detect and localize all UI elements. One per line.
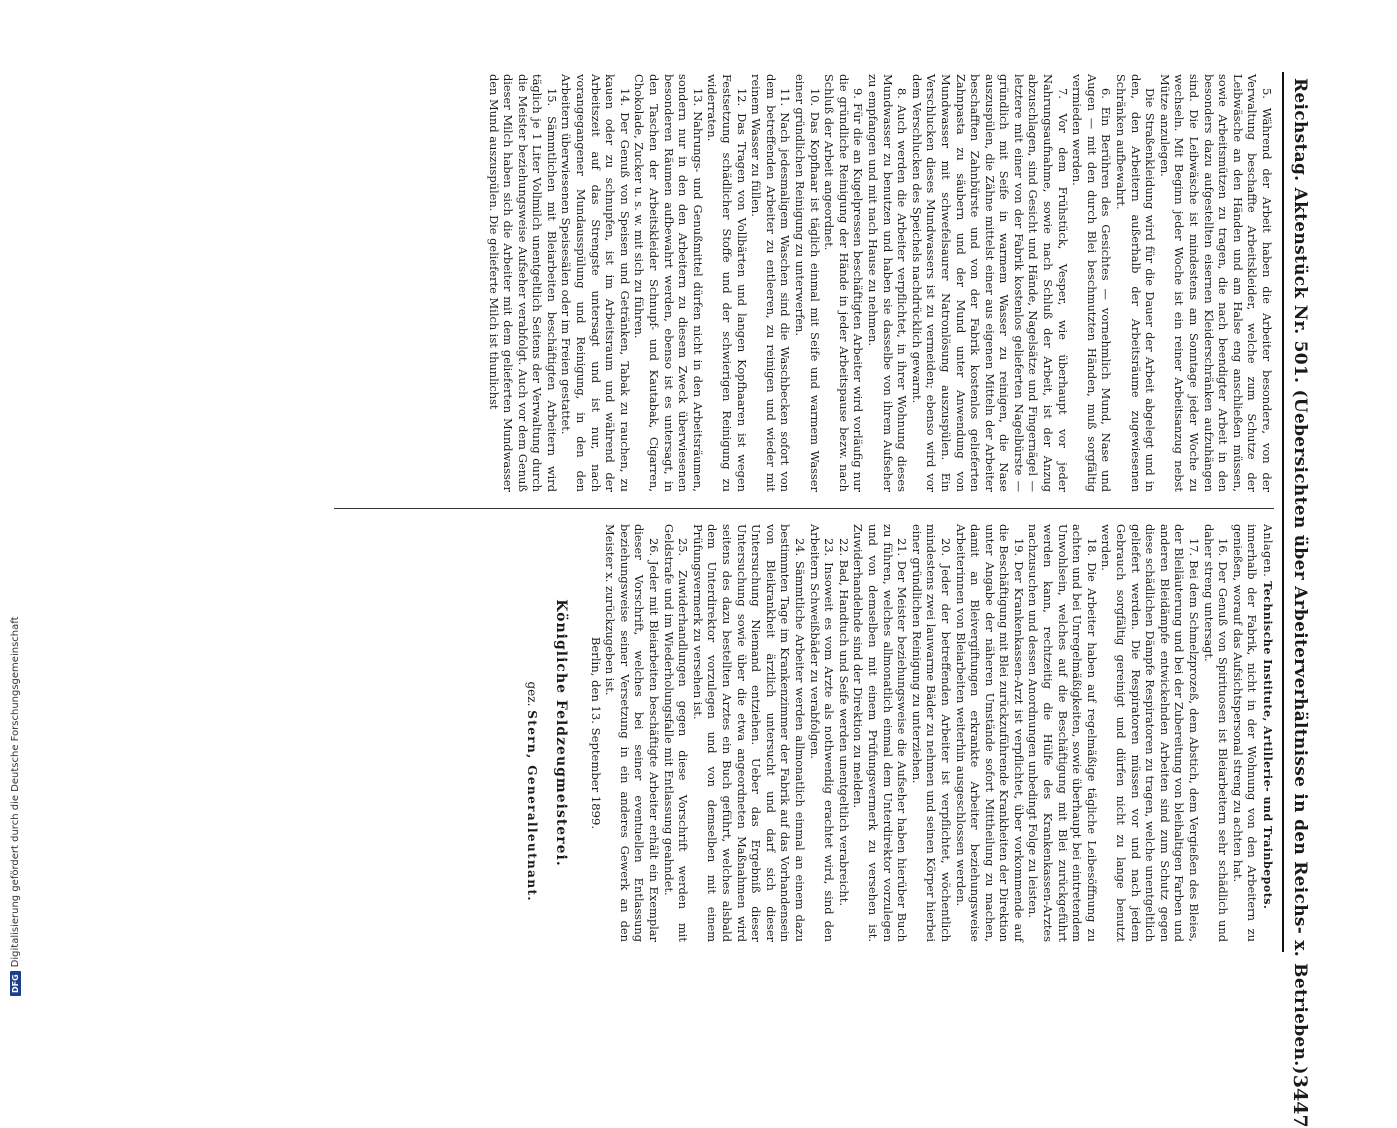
- left-column: [154, 74, 1274, 492]
- anlage-heading: [1259, 524, 1274, 942]
- paragraph: 18. Die Arbeiter haben auf regelmäßige tägliche Leibesöffnung zu achten und bei Unregelmäßigkeiten, sowie überhaupt bei eintretendem Unwohlsein, welches auf die Beschäftigung mit Blei zurückgeführt werden kann, rechtzeitig die Hülfe des Krankenkassen-Arztes nachzusuchen und dessen Anordnungen unbedingt Folge zu leisten.: [1026, 524, 1099, 942]
- paragraph: 17. Bei dem Schmelzprozeß, dem Abstich, dem Vergießen des Bleies, der Bleiläuterung und bei der Zubereitung von bleihaltigen Farben und anderen Bleidämpfe entwickelnden Arbeiten sind zum Schutz gegen diese schädlichen Dämpfe Respiratoren zu tragen, welche unentgeltlich geliefert werden. Die Respiratoren müssen vor und nach jedem Gebrauch sorgfältig gereinigt und dürfen nicht zu lange benutzt werden.: [1099, 524, 1202, 942]
- column-rule: [334, 508, 1274, 509]
- paragraph: 25. Zuwiderhandlungen gegen diese Vorschrift werden mit Geldstrafe und im Wiederholungsfalle mit Entlassung geahndet.: [661, 524, 691, 942]
- dateline: Berlin, den 13. September 1899.: [588, 636, 603, 830]
- paragraph: 23. Insoweit es vom Arzte als nothwendig erachtet wird, sind den Arbeitern Schweißbäder zu verabfolgen.: [807, 524, 837, 942]
- dfg-logo: DFG: [10, 971, 21, 996]
- credit-text: Digitalisierung gefördert durch die Deutsche Forschungsgemeinschaft: [10, 616, 21, 968]
- paragraph: 26. Jeder mit Bleiarbeiten beschäftigte Arbeiter erhält ein Exemplar dieser Vorschrift, welches bei seiner eventuellen Entlassung beziehungsweise seiner Versetzung in ein anderes Gewerk an den Meister x. zurückzugeben ist.: [603, 524, 662, 942]
- paragraph: 9. Für die an Kugelpressen beschäftigten Arbeiter wird vorläufig nur die gründliche Reinigung der Hände in jeder Arbeitspause bezw. nach Schluß der Arbeit angeordnet.: [822, 74, 866, 492]
- paragraph: 15. Sämmtlichen mit Bleiarbeiten beschäftigten Arbeitern wird täglich je 1 Liter Vollmilch unentgeltlich Seitens der Verwaltung durch die Meister beziehungsweise Aufseher verabfolgt. Auch vor dem Genuß dieser Milch haben sich die Arbeiter mit dem gelieferten Mundwasser den Mund auszuspülen. Die gelieferte Milch ist thunlichst: [486, 74, 559, 492]
- paragraph: 5. Während der Arbeit haben die Arbeiter besondere, von der Verwaltung beschaffte Arbeitskleider, welche zum Schutze der Leibwäsche an den Händen und am Halse eng anschließen müssen, sowie Arbeitsmützen zu tragen, die nach beendigter Arbeit in den besonders dazu aufgestellten eisernen Kleiderschränken aufzuhängen sind. Die Leibwäsche ist mindestens am Sonntage jeder Woche zu wechseln. Mit Beginn jeder Woche ist ein reiner Arbeitsanzug nebst Mütze anzulegen.: [1157, 74, 1274, 492]
- paragraph: 16. Der Genuß von Spirituosen ist Bleiarbeitern sehr schädlich und daher streng untersagt.: [1201, 524, 1231, 942]
- signature-office: Königliche Feldzeugmeisterei.: [553, 599, 570, 867]
- paragraph: 10. Das Kopfhaar ist täglich einmal mit Seife und warmem Wasser einer gründlichen Reinigung zu unterwerfen.: [793, 74, 822, 492]
- credit-inner: [10, 616, 21, 996]
- signature-prefix: gez.: [525, 681, 540, 707]
- document-page: [140, 72, 1320, 1128]
- paragraph: 6. Ein Berühren des Gesichtes — vornehmlich Mund, Nase und Augen — mit den durch Blei beschmutzten Händen, muß sorgfältig vermieden werden.: [1070, 74, 1114, 492]
- paragraph: 11. Nach jedesmaligem Waschen sind die Waschbecken sofort von dem betreffenden Arbeiter zu entleeren, zu reinigen und wieder mit reinem Wasser zu füllen.: [749, 74, 793, 492]
- paragraph: 24. Sämmtliche Arbeiter werden allmonatlich einmal an einem dazu bestimmten Tage im Krankenzimmer der Fabrik auf das Vorhandensein von Bleikrankheit ärztlich untersucht und darf sich dieser Untersuchung Niemand entziehen. Ueber das Ergebniß dieser Untersuchung sowie über die etwa angeordneten Maßnahmen wird seitens des dazu bestellten Arztes ein Buch geführt, welches alsbald dem Unterdirektor vorzulegen und von demselben mit einem Prüfungsvermerk zu versehen ist.: [690, 524, 807, 942]
- signature: [525, 524, 540, 942]
- paragraph: 14. Der Genuß von Speisen und Getränken, Tabak zu rauchen, zu kauen oder zu schnupfen, ist im Arbeitsraum und während der Arbeitszeit auf das Strengste untersagt und ist nur, nach vorangegangener Mundausspülung und Reinigung, in den den Arbeitern überwiesenen Speisesälen oder im Freien gestattet.: [559, 74, 632, 492]
- paragraph: 8. Auch werden die Arbeiter verpflichtet, in ihrer Wohnung dieses Mundwasser zu benutzen und haben sie dasselbe von ihrem Aufseher zu empfangen und mit nach Hause zu nehmen.: [865, 74, 910, 492]
- anlage-label: Anlagen.: [1261, 524, 1274, 578]
- paragraph: Die Straßenkleidung wird für die Dauer der Arbeit abgelegt und in den, den Arbeitern außerhalb der Arbeitsräume zugewiesenen Schränken aufbewahrt.: [1114, 74, 1158, 492]
- running-head: [1282, 72, 1316, 1128]
- credit-line: [0, 0, 20, 1000]
- paragraph: innerhalb der Fabrik, nicht in der Wohnung von den Arbeitern zu genießen, worauf das Aufsichtspersonal streng zu achten hat.: [1230, 524, 1260, 942]
- paragraph: 22. Bad, Handtuch und Seife werden unentgeltlich verabreicht.: [836, 538, 851, 906]
- paragraph: 20. Jeder der betreffenden Arbeiter ist verpflichtet, wöchentlich mindestens zwei lauwarme Bäder zu nehmen und seinen Körper hierbei einer gründlichen Reinigung zu unterziehen.: [909, 524, 953, 942]
- paragraph: 13. Nahrungs- und Genußmittel dürfen nicht in den Arbeitsräumen, sondern nur in den den Arbeitern zu diesem Zweck überwiesenen besonderen Räumen aufbewahrt werden, ebenso ist es untersagt, in den Taschen der Arbeitskleider Schnupf- und Kautabak, Cigarren, Chokolade, Zucker u. s. w. mit sich zu führen.: [632, 74, 705, 492]
- page-wrap: [140, 72, 1320, 1128]
- page-number: 3447: [1289, 1074, 1311, 1128]
- anlage-title: Technische Institute, Artillerie- und Trainbepots.: [1261, 581, 1274, 910]
- running-head-title: Reichstag. Aktenstück Nr. 501. (Uebersichten über Arbeiterverhältnisse in den Reichs- x. Betrieben.): [1290, 78, 1310, 1075]
- paragraph: 7. Vor dem Frühstück, Vesper, wie überhaupt vor jeder Nahrungsaufnahme, sowie nach Schluß der Arbeit, ist der Anzug abzuschlagen, sind Gesicht und Hände, Nagelsätze und Fingernägel — letztere mit einer von der Fabrik kostenlos gelieferten Nagelbürste — gründlich mit Seife in warmem Wasser zu reinigen, die Nase auszuspülen, die Zähne mittelst einer aus eigenen Mitteln der Arbeiter beschafften Zahnbürste und von der Fabrik kostenlos gelieferten Zahnpasta zu säubern und der Mund unter Anwendung von Mundwasser mit schwefelsaurer Natronlösung auszuspülen. Ein Verschlucken dieses Mundwassers ist zu vermeiden; ebenso wird vor dem Verschlucken des Speichels nachdrücklich gewarnt.: [909, 74, 1070, 492]
- paragraph: 19. Der Krankenkassen-Arzt ist verpflichtet, über vorkommende auf die Beschäftigung mit Blei zurückzuführende Krankheiten der Direktion unter Angabe der näheren Umstände sofort Mittheilung zu machen, damit an Bleivergiftungen erkrankte Arbeiter beziehungsweise Arbeiterinnen von Bleiarbeiten weiterhin ausgeschlossen werden.: [953, 524, 1026, 942]
- signature-name: Stern, Generalleutnant.: [525, 710, 540, 902]
- paragraph: 21. Der Meister beziehungsweise die Aufseher haben hierüber Buch zu führen, welches allmonatlich einmal dem Unterdirektor vorzulegen und von demselben mit einem Prüfungsvermerk zu versehen ist. Zuwiderhandelnde sind der Direktion zu melden.: [851, 524, 910, 942]
- paragraph: 12. Das Tragen von Vollbärten und langen Kopfhaaren ist wegen Festsetzung schädlicher Stoffe und der schwierigen Reinigung zu widerraten.: [705, 74, 749, 492]
- right-column: [154, 524, 1274, 942]
